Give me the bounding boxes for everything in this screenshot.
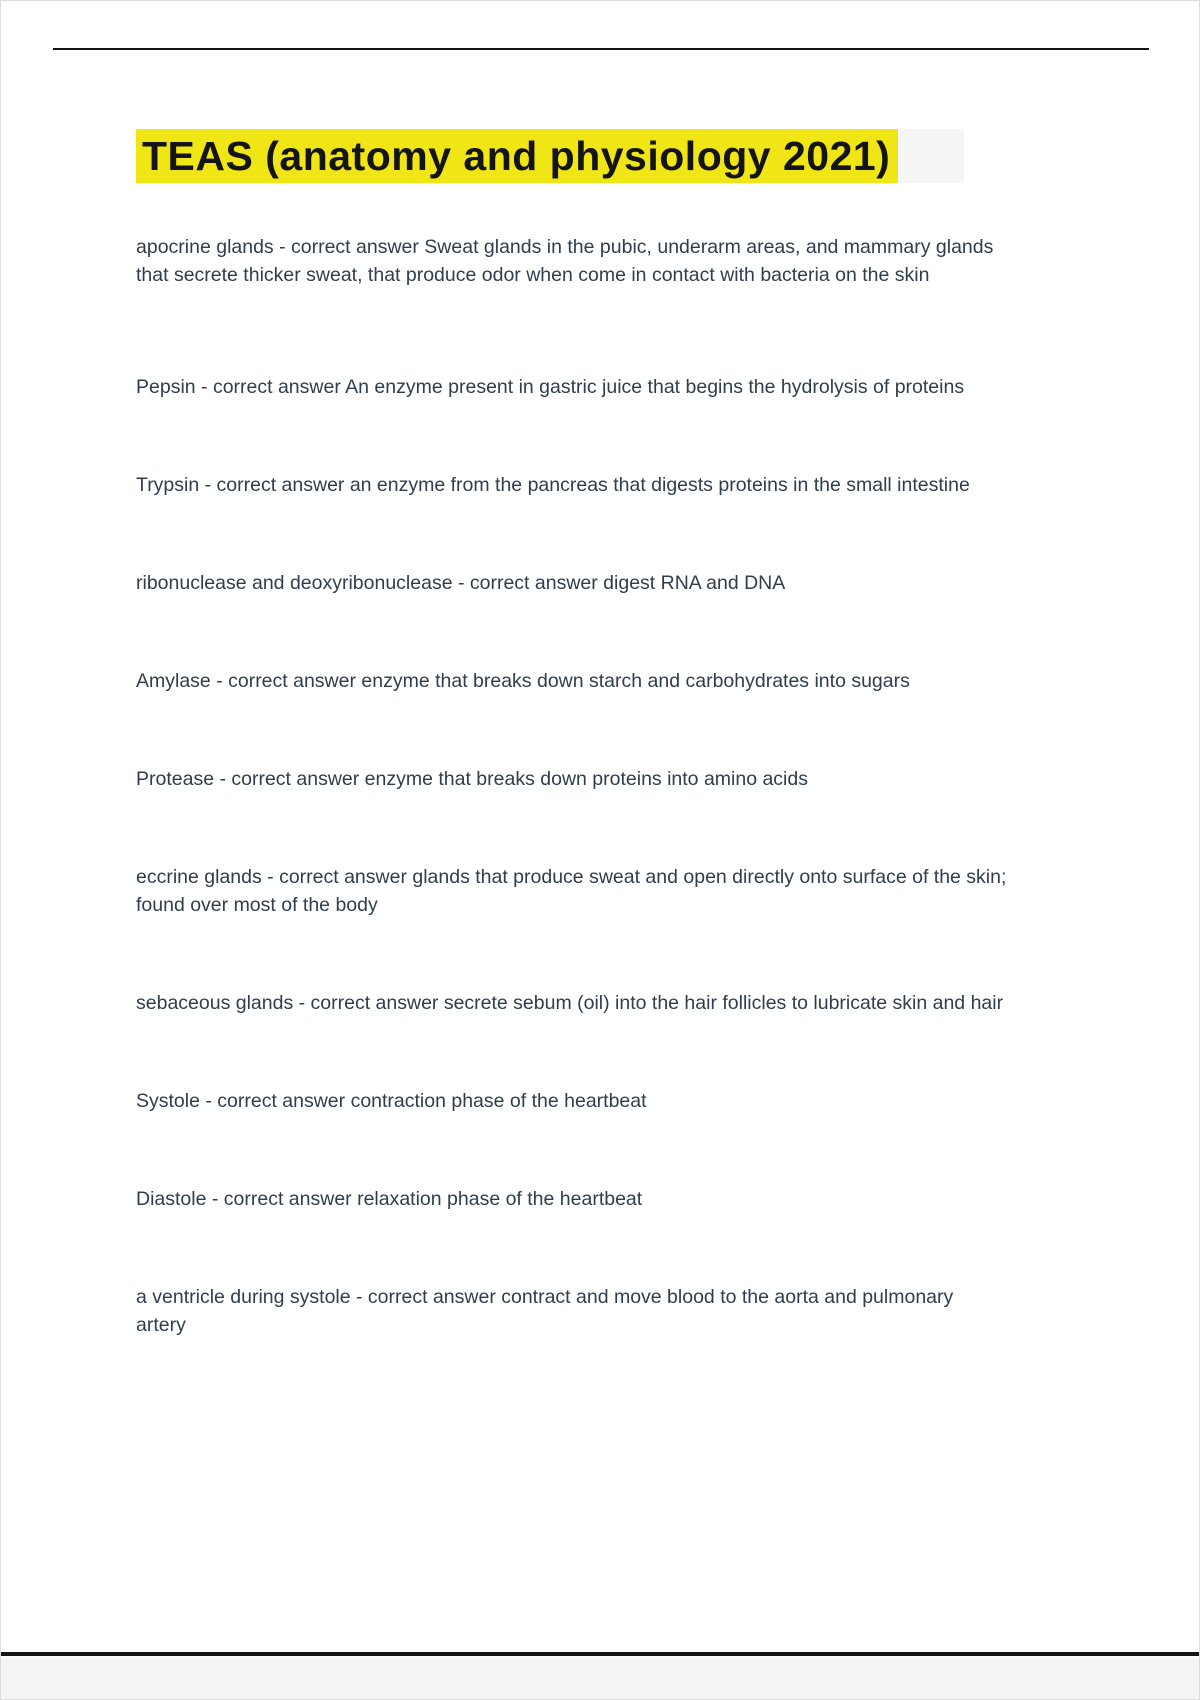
qa-item: a ventricle during systole - correct answer contract and move blood to the aorta and pulmonary artery	[136, 1286, 954, 1336]
document-content	[136, 129, 1008, 1409]
highlight-extension	[898, 129, 964, 183]
title-row	[136, 129, 1008, 183]
bottom-rule	[1, 1652, 1200, 1656]
qa-item: Trypsin - correct answer an enzyme from the pancreas that digests proteins in the small intestine	[136, 474, 970, 496]
qa-item: Diastole - correct answer relaxation phase of the heartbeat	[136, 1188, 643, 1210]
top-rule	[53, 48, 1149, 50]
qa-item: ribonuclease and deoxyribonuclease - correct answer digest RNA and DNA	[136, 572, 786, 594]
qa-item: Systole - correct answer contraction phase of the heartbeat	[136, 1090, 647, 1112]
page-title: TEAS (anatomy and physiology 2021)	[136, 129, 898, 183]
qa-item: eccrine glands - correct answer glands that produce sweat and open directly onto surface of the skin; found over most of the body	[136, 866, 1007, 916]
qa-item: Pepsin - correct answer An enzyme present in gastric juice that begins the hydrolysis of proteins	[136, 376, 965, 398]
qa-item: Protease - correct answer enzyme that breaks down proteins into amino acids	[136, 768, 808, 790]
bottom-margin-strip	[1, 1658, 1200, 1700]
qa-item: sebaceous glands - correct answer secrete sebum (oil) into the hair follicles to lubricate skin and hair	[136, 992, 1004, 1014]
qa-item: Amylase - correct answer enzyme that breaks down starch and carbohydrates into sugars	[136, 670, 910, 692]
qa-item: apocrine glands - correct answer Sweat glands in the pubic, underarm areas, and mammary glands that secrete thicker sweat, that produce odor when come in contact with bacteria on the skin	[136, 236, 994, 286]
